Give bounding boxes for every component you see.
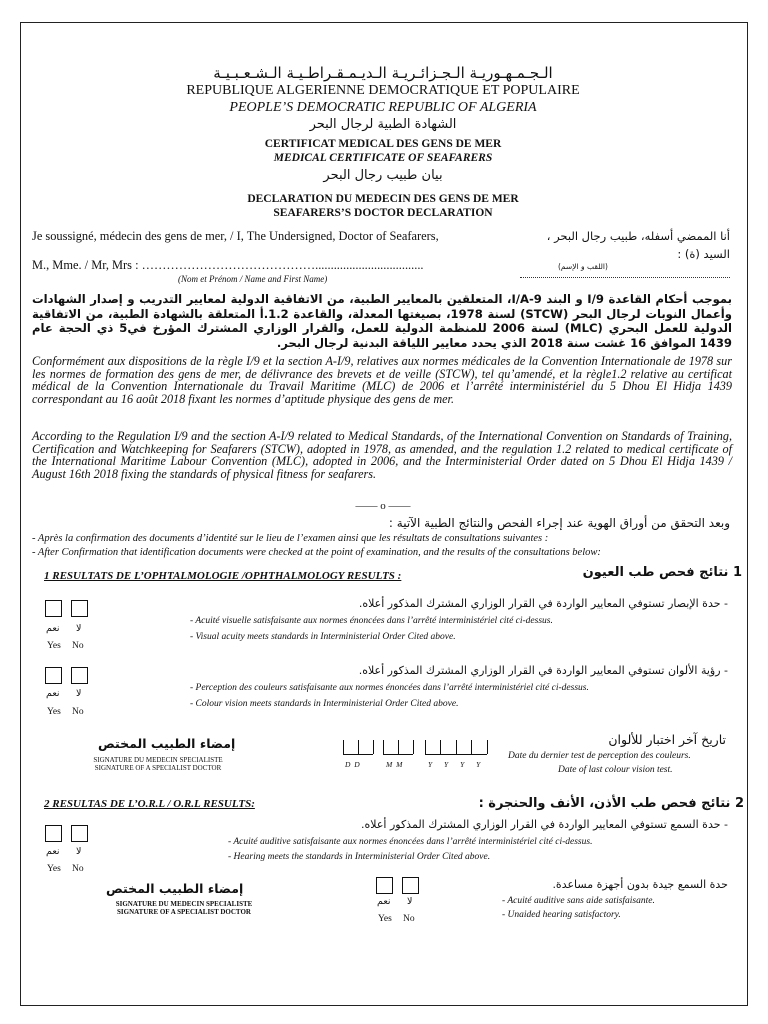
unaided-ar-yes: نعم	[377, 896, 391, 907]
hearing-text-ar: - حدة السمع تستوفي المعايير الواردة في القرار الوزاري المشترك المذكور أعلاه.	[361, 818, 728, 831]
colour-ar-yes: نعم	[46, 688, 60, 699]
last-test-ar: تاريخ آخر اختبار للألوان	[608, 732, 726, 747]
confirmation-en: - After Confirmation that identification documents were checked at the point of examination, and the results of the consultations below:	[32, 547, 601, 558]
header-en-republic: PEOPLE’S DEMOCRATIC REPUBLIC OF ALGERIA	[229, 100, 537, 115]
section2-title: 2 RESULTAS DE L’O.R.L / O.R.L RESULTS:	[44, 798, 255, 810]
hearing-yes-checkbox[interactable]	[71, 825, 88, 842]
header-fr-republic: REPUBLIQUE ALGERIENNE DEMOCRATIQUE ET POPULAIRE	[186, 83, 580, 98]
visual-yes-checkbox[interactable]	[71, 600, 88, 617]
name-hint: (Nom et Prénom / Name and First Name)	[178, 274, 328, 284]
regulation-ar: بموجب أحكام القاعدة 9/I و البند 9-I/A، المتعلقين بالمعايير الطبية، من الاتفاقية الدولية لمعايير التدريب و إصدار الشهادات وأعمال النوبات لرجال البحر (STCW) لسنة 1978، بصيغتها المعدلة، والقاعدة 1.2.أ المتعلقة بالشهادة الطبية، من الاتفاقية الدولية للعمل البحري (MLC) لسنة 2006 للمنظمة الدولية للعمل، والقرار الوزاري المشترك المؤرخ في5 ذي الحجة عام 1439 الموافق 16 غشت سنة 2018 الذي يحدد معايير اللياقة البدنية لرجال البحر.	[32, 292, 732, 350]
unaided-no-label: No	[403, 914, 415, 924]
hearing-ar-no: لا	[76, 846, 82, 857]
colour-no-label: No	[72, 707, 84, 717]
colour-text-ar: - رؤية الألوان تستوفي المعايير الواردة في القرار الوزاري المشترك المذكور أعلاه.	[358, 664, 728, 677]
name-field[interactable]: M., Mme. / Mr, Mrs : ……………………………………...................................	[32, 258, 424, 272]
visual-text-ar: - حدة الإبصار تستوفي المعايير الواردة في القرار الوزاري المشترك المذكور أعلاه.	[358, 597, 728, 610]
section1-title: 1 RESULTATS DE L’OPHTALMOLOGIE /OPHTHALMOLOGY RESULTS :	[44, 570, 402, 582]
section2-title-ar: 2 نتائج فحص طب الأذن، الأنف والحنجرة :	[478, 796, 744, 811]
signature2-ar: إمضاء الطبيب المختص	[106, 881, 244, 896]
hearing-yes-label: Yes	[47, 864, 61, 874]
sayed-label-ar: السيد (ة) :	[677, 247, 730, 261]
section1-title-ar: 1 نتائج فحص طب العيون	[582, 565, 742, 580]
regulation-fr: Conformément aux dispositions de la règle I/9 et la section A-I/9, relatives aux normes médicales de la Convention Internationale de 1978 sur les normes de formation des gens de mer, de délivrance des brevets et de veille (STCW), tel qu’amendé, et la règle1.2 relative au certificat médical de la Convention Internationale du Travail Maritime (MLC) de 2006 et l’arrêté interministériel du 5 Dhou El Hidja 1439 correspondant au 16 août 2018 fixant les normes d’aptitude physique des gens de mer.	[32, 354, 732, 406]
name-hint-ar: (اللقب و الإسم)	[558, 262, 608, 271]
undersigned-text: Je soussigné, médecin des gens de mer, / I, The Undersigned, Doctor of Seafarers,	[32, 229, 439, 243]
separator: —— o ——	[355, 500, 411, 512]
hearing-ar-yes: نعم	[46, 846, 60, 857]
unaided-text-fr: - Acuité auditive sans aide satisfaisante.	[502, 896, 655, 906]
colour-yes-checkbox[interactable]	[71, 667, 88, 684]
visual-ar-no: لا	[76, 623, 82, 634]
unaided-yes-label: Yes	[378, 914, 392, 924]
undersigned-text-ar: أنا الممضي أسفله، طبيب رجال البحر ،	[546, 229, 730, 243]
header-ar-certificate: الشهادة الطبية لرجال البحر	[309, 117, 457, 132]
unaided-yes-checkbox[interactable]	[402, 877, 419, 894]
visual-ar-yes: نعم	[46, 623, 60, 634]
colour-no-checkbox[interactable]	[45, 667, 62, 684]
colour-yes-label: Yes	[47, 707, 61, 717]
hearing-no-label: No	[72, 864, 84, 874]
visual-yes-label: Yes	[47, 641, 61, 651]
hearing-text-en: - Hearing meets the standards in Interministerial Order Cited above.	[228, 852, 491, 862]
signature1-fr: SIGNATURE DU MEDECIN SPECIALISTE	[93, 756, 223, 764]
unaided-text-en: - Unaided hearing satisfactory.	[502, 910, 621, 920]
header-ar-declaration: بيان طبيب رجال البحر	[323, 168, 443, 183]
date-label-dd: D D	[345, 760, 361, 769]
last-test-en: Date of last colour vision test.	[558, 765, 673, 775]
header-fr-declaration: DECLARATION DU MEDECIN DES GENS DE MER	[247, 193, 519, 205]
unaided-ar-no: لا	[407, 896, 413, 907]
date-label-yyyy: Y Y Y Y	[428, 760, 486, 769]
visual-no-checkbox[interactable]	[45, 600, 62, 617]
unaided-text-ar: حدة السمع جيدة بدون أجهزة مساعدة.	[552, 878, 728, 891]
date-label-mm: M M	[386, 760, 404, 769]
confirmation-ar: وبعد التحقق من أوراق الهوية عند إجراء الفحص والنتائج الطبية الآتية :	[388, 516, 730, 530]
colour-text-en: - Colour vision meets standards in Interministerial Order Cited above.	[190, 699, 459, 709]
header-en-declaration: SEAFARERS’S DOCTOR DECLARATION	[273, 207, 493, 219]
colour-ar-no: لا	[76, 688, 82, 699]
colour-text-fr: - Perception des couleurs satisfaisante aux normes énoncées dans l’arrêté interministériel cité ci-dessus.	[190, 683, 589, 693]
hearing-text-fr: - Acuité auditive satisfaisante aux normes énoncées dans l’arrêté interministériel cité ci-dessus.	[228, 837, 593, 847]
unaided-no-checkbox[interactable]	[376, 877, 393, 894]
signature2-fr: SIGNATURE DU MEDECIN SPECIALISTE	[115, 900, 253, 908]
visual-no-label: No	[72, 641, 84, 651]
hearing-no-checkbox[interactable]	[45, 825, 62, 842]
name-dotted-line	[520, 277, 730, 278]
regulation-en: According to the Regulation I/9 and the section A-I/9 related to Medical Standards, of the International Convention on Standards of Training, Certification and Watchkeeping for Seafarers (STCW), adopted in 1978, as amended, and the regulation 1.2 related to medical certificate of the International Maritime Labour Convention (MLC), adopted in 2006, and the Interministerial Order dated on 5 Dhou El Hidja 1439 / August 16th 2018 fixing the standards of physical fitness for seafarers.	[32, 429, 732, 481]
signature2-en: SIGNATURE OF A SPECIALIST DOCTOR	[117, 908, 251, 916]
header-ar-republic: الـجـمـهـوريـة الـجـزائـريـة الـديـمـقـراطـيـة الـشـعـبـيـة	[213, 64, 553, 82]
visual-text-en: - Visual acuity meets standards in Interministerial Order Cited above.	[190, 632, 456, 642]
header-fr-certificate: CERTIFICAT MEDICAL DES GENS DE MER	[264, 138, 502, 150]
confirmation-fr: - Après la confirmation des documents d’identité sur le lieu de l’examen ainsi que les résultats de consultations suivantes :	[32, 533, 549, 544]
signature1-en: SIGNATURE OF A SPECIALIST DOCTOR	[94, 764, 222, 772]
last-test-fr: Date du dernier test de perception des couleurs.	[508, 751, 691, 761]
visual-text-fr: - Acuité visuelle satisfaisante aux normes énoncées dans l’arrêté interministériel cité ci-dessus.	[190, 616, 553, 626]
signature1-ar: إمضاء الطبيب المختص	[98, 736, 236, 751]
header-en-certificate: MEDICAL CERTIFICATE OF SEAFARERS	[273, 152, 493, 164]
